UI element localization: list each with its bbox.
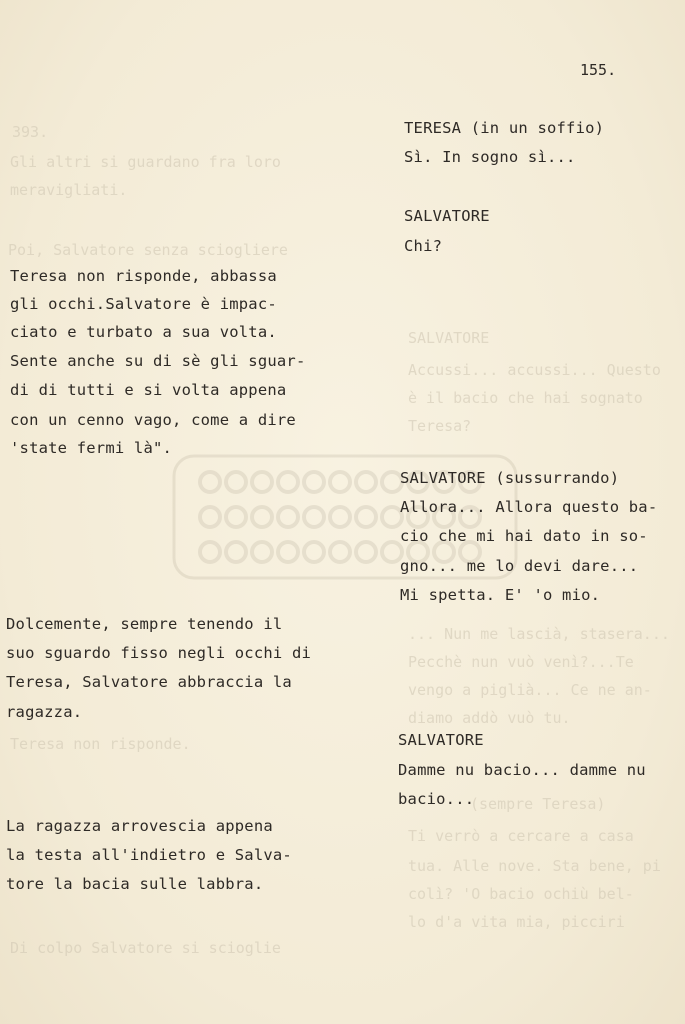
dialogue-line: Chi? [404, 237, 443, 255]
ghost-line: Pecchè nun vuò venì?...Te [408, 653, 634, 671]
dialogue-line: bacio... [398, 790, 475, 808]
dialogue-line: cio che mi hai dato in so- [400, 527, 648, 545]
stage-direction-line: Sente anche su di sè gli sguar- [10, 352, 306, 370]
character-cue: TERESA (in un soffio) [404, 119, 605, 137]
character-cue: SALVATORE [398, 731, 484, 749]
stage-direction-line: la testa all'indietro e Salva- [6, 846, 292, 864]
ghost-line: Accussi... accussi... Questo [408, 361, 661, 379]
ghost-line: SALVATORE [408, 329, 490, 347]
stage-direction-line: suo sguardo fisso negli occhi di [6, 644, 312, 662]
dialogue-line: gno... me lo devi dare... [400, 557, 639, 575]
stage-direction-line: Teresa non risponde, abbassa [10, 267, 277, 285]
ghost-line: Teresa non risponde. [10, 735, 191, 753]
ghost-line: Gli altri si guardano fra loro [10, 153, 281, 171]
ghost-line: colì? 'O bacio ochiù bel- [408, 885, 634, 903]
ghost-line: Di colpo Salvatore si scioglie [10, 939, 281, 957]
character-cue: SALVATORE [404, 207, 490, 225]
stage-direction-line: di di tutti e si volta appena [10, 381, 287, 399]
character-cue: SALVATORE (sussurrando) [400, 469, 620, 487]
dialogue-line: Sì. In sogno sì... [404, 148, 576, 166]
stage-direction-line: tore la bacia sulle labbra. [6, 875, 264, 893]
stage-direction-line: Dolcemente, sempre tenendo il [6, 615, 283, 633]
dialogue-line: Damme nu bacio... damme nu [398, 761, 646, 779]
dialogue-line: Allora... Allora questo ba- [400, 498, 658, 516]
ghost-line: Teresa? [408, 417, 472, 435]
ghost-line: Ti verrò a cercare a casa [408, 827, 634, 845]
ghost-line: è il bacio che hai sognato [408, 389, 643, 407]
ghost-line: (sempre Teresa) [470, 795, 606, 813]
ghost-line: Poi, Salvatore senza sciogliere [8, 241, 288, 259]
stage-direction-line: con un cenno vago, come a dire [10, 411, 296, 429]
stage-direction-line: Teresa, Salvatore abbraccia la [6, 673, 292, 691]
dialogue-line: Mi spetta. E' 'o mio. [400, 586, 601, 604]
stage-direction-line: La ragazza arrovescia appena [6, 817, 273, 835]
ghost-line: diamo addò vuò tu. [408, 709, 571, 727]
stage-direction-line: ragazza. [6, 703, 83, 721]
stage-direction-line: ciato e turbato a sua volta. [10, 323, 277, 341]
ghost-line: 393. [12, 123, 49, 141]
stage-direction-line: 'state fermi là". [10, 439, 173, 457]
ghost-line: tua. Alle nove. Sta bene, pi [408, 857, 661, 875]
ghost-line: lo d'a vita mia, picciri [408, 913, 625, 931]
page-number: 155. [580, 61, 617, 79]
ghost-line: meravigliati. [10, 181, 128, 199]
ghost-line: ... Nun me lascià, stasera... [408, 625, 670, 643]
ghost-line: vengo a piglià... Ce ne an- [408, 681, 652, 699]
stage-direction-line: gli occhi.Salvatore è impac- [10, 295, 277, 313]
